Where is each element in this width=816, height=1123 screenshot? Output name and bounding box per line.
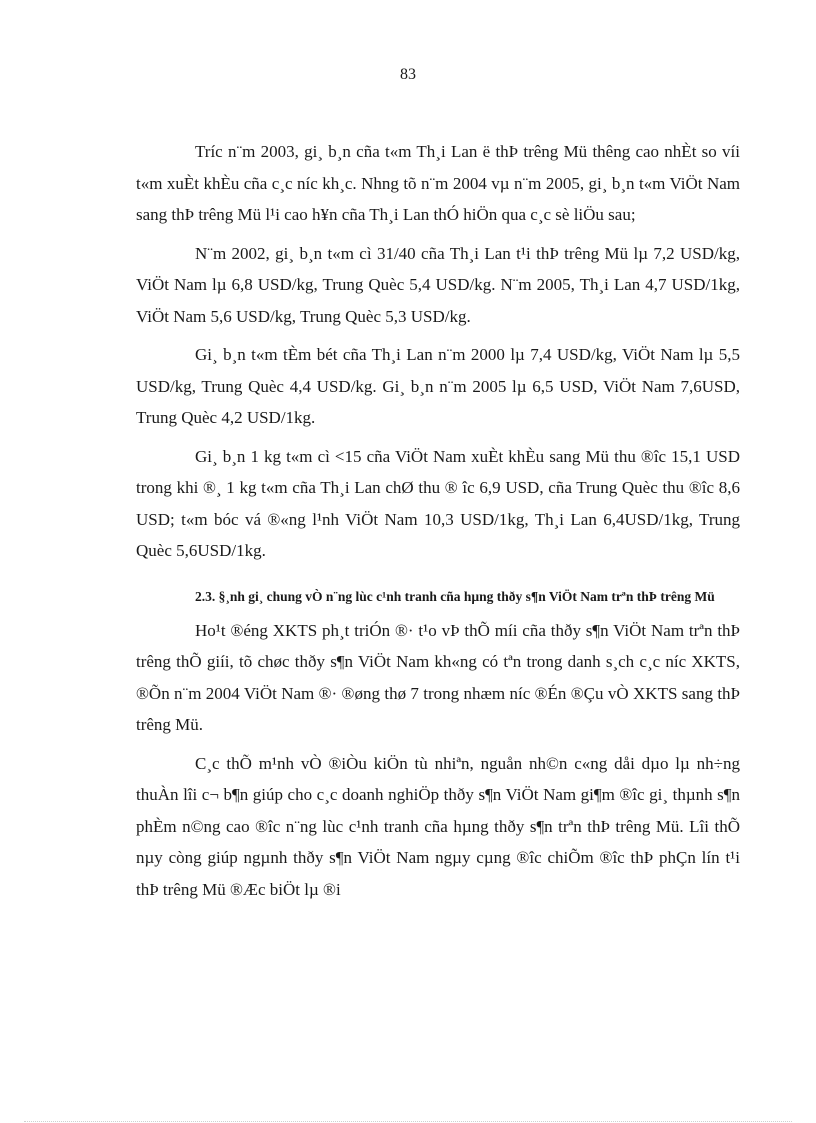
paragraph: Gi¸ b¸n 1 kg t«m cì <15 cña ViÖt Nam xuÈt khÈu sang Mü thu ®îc 15,1 USD trong khi ®¸ 1 kg t«m cña Th¸i Lan chØ thu ® îc 6,9 USD, cña Trung Quèc thu ®îc 8,6 USD; t«m bóc vá ®«ng l¹nh ViÖt Nam 10,3 USD/1kg, Th¸i Lan 6,4USD/1kg, Trung Quèc 5,6USD/1kg.: [136, 446, 740, 560]
section-heading: 2.3. §¸nh gi¸ chung vÒ n¨ng lùc c¹nh tranh cña hµng thðy s¶n ViÖt Nam trªn thÞ trêng Mü: [195, 588, 715, 604]
page-body: [136, 136, 740, 912]
paragraph: N¨m 2002, gi¸ b¸n t«m cì 31/40 cña Th¸i Lan t¹i thÞ trêng Mü lµ 7,2 USD/kg, ViÖt Nam lµ 6,8 USD/kg, Trung Quèc 5,4 USD/kg. N¨m 2005, Th¸i Lan 4,7 USD/1kg, ViÖt Nam 5,6 USD/kg, Trung Quèc 5,3 USD/kg.: [136, 243, 740, 326]
paragraph: C¸c thÕ m¹nh vÒ ®iÒu kiÖn tù nhiªn, nguån nh©n c«ng dåi dµo lµ nh÷ng thuÀn lîi c¬ b¶n giúp cho c¸c doanh nghiÖp thðy s¶n ViÖt Nam gi¶m ®îc gi¸ thµnh s¶n phÈm n©ng cao ®îc n¨ng lùc c¹nh tranh cña hµng thðy s¶n trªn thÞ trêng Mü. Lîi thÕ nµy còng giúp ngµnh thðy s¶n ViÖt Nam ngµy cµng ®îc chiÕm ®îc thÞ phÇn lín t¹i thÞ trêng Mü ®Æc biÖt lµ ®i: [136, 753, 740, 899]
paragraph: Tríc n¨m 2003, gi¸ b¸n cña t«m Th¸i Lan ë thÞ trêng Mü thêng cao nhÈt so víi t«m xuÈt khÈu cña c¸c níc kh¸c. Nhng tõ n¨m 2004 vµ n¨m 2005, gi¸ b¸n t«m ViÖt Nam sang thÞ trêng Mü l¹i cao h¥n cña Th¸i Lan thÓ hiÖn qua c¸c sè liÖu sau;: [136, 142, 740, 224]
paragraph: Gi¸ b¸n t«m tÈm bét cña Th¸i Lan n¨m 2000 lµ 7,4 USD/kg, ViÖt Nam lµ 5,5 USD/kg, Trung Quèc 4,4 USD/kg. Gi¸ b¸n n¨m 2005 lµ 6,5 USD, ViÖt Nam 7,6USD, Trung Quèc 4,2 USD/1kg.: [136, 345, 740, 427]
page-number: 83: [400, 66, 416, 83]
paragraph: Ho¹t ®éng XKTS ph¸t triÓn ®· t¹o vÞ thÕ míi cña thðy s¶n ViÖt Nam trªn thÞ trêng thÕ giíi, tõ chøc thðy s¶n ViÖt Nam kh«ng có tªn trong danh s¸ch c¸c níc XKTS, ®Õn n¨m 2004 ViÖt Nam ®· ®øng thø 7 trong nhæm níc ®Én ®Çu vÒ XKTS sang thÞ trêng Mü.: [136, 620, 740, 734]
page-bottom-border: [24, 1121, 792, 1122]
